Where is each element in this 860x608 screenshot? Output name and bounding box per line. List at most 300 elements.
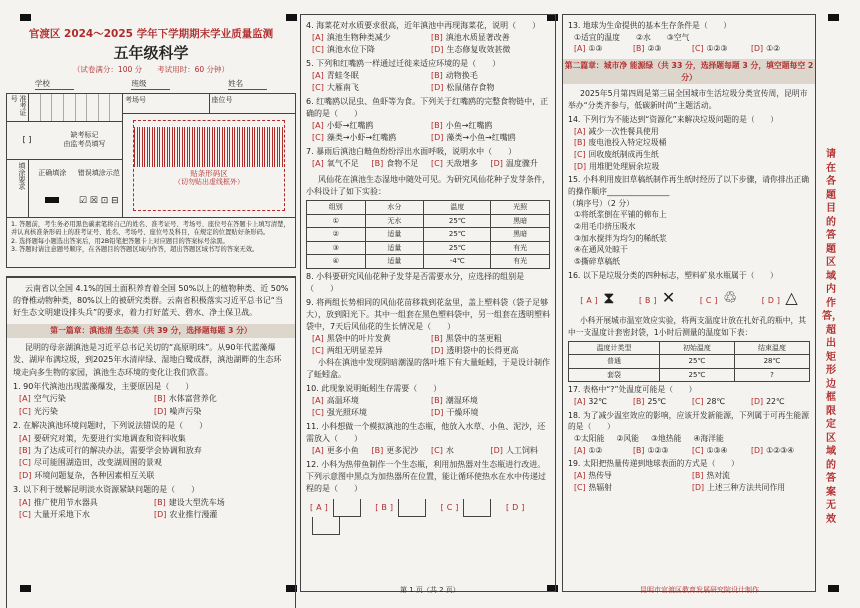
option-text: 干燥环境 bbox=[446, 407, 479, 417]
barcode-label: 贴条形码区 bbox=[190, 168, 228, 178]
option-d[interactable]: [D] 上述三种方法共同作用 bbox=[692, 482, 786, 492]
page-number: 第 1 页（共 2 页） bbox=[400, 586, 460, 594]
option-b[interactable]: [B] 更多泥沙 bbox=[371, 445, 419, 455]
option-a[interactable]: [ A ] bbox=[310, 503, 328, 512]
exam-number-boxes[interactable] bbox=[29, 94, 122, 121]
option-a[interactable]: [A] 氧气不足 bbox=[312, 159, 359, 168]
condition-item: ③空气 bbox=[666, 32, 690, 42]
option-b[interactable]: [B] 为了达成可行的解决办法，需要学会协调和放弃 bbox=[19, 446, 202, 455]
option-text: 更多小鱼 bbox=[326, 445, 359, 455]
options bbox=[306, 395, 550, 419]
option-b[interactable]: [B] 小鱼→红嘴鸥 bbox=[431, 121, 493, 130]
note-item: 3. 答题时请注意题号顺序，在各题目的答题区域内作答，超出答题区域书写的答案无效。 bbox=[11, 246, 259, 254]
barcode-area bbox=[133, 120, 285, 211]
hourglass-icon: ⧗ bbox=[603, 288, 615, 308]
option-a[interactable]: [A] 32℃ bbox=[574, 397, 608, 406]
table-cell: 黑暗 bbox=[491, 228, 550, 242]
seat-number-label: 座位号 bbox=[211, 95, 233, 104]
option-text: 小鱼→红嘴鸥 bbox=[445, 121, 493, 130]
options bbox=[306, 445, 550, 457]
side-warning: 请在各题目的答题区域内作答，超出矩形边框限定区域的答案无效 bbox=[822, 149, 842, 525]
question-15 bbox=[568, 174, 810, 268]
table-cell: 28℃ bbox=[734, 355, 809, 369]
table-row bbox=[307, 228, 550, 242]
question-2 bbox=[13, 420, 289, 482]
option-text: 水体富营养化 bbox=[168, 394, 217, 404]
option-d[interactable]: [D] ①② bbox=[751, 44, 781, 54]
option-text: 建设大型洗车场 bbox=[168, 497, 225, 507]
option-b[interactable]: [ B ] ✕ bbox=[638, 288, 676, 308]
question-12 bbox=[306, 459, 550, 535]
table-cell: ④ bbox=[307, 255, 366, 269]
table-row bbox=[307, 214, 550, 228]
step-item: ①将纸浆倒在平铺的棉布上 bbox=[574, 210, 667, 220]
option-c[interactable]: [C] ①②③ bbox=[692, 44, 728, 54]
option-text: 动物换毛 bbox=[445, 71, 478, 80]
option-a[interactable]: [A] 黑袋中的叶片发黄 bbox=[312, 333, 391, 343]
options bbox=[306, 70, 550, 94]
table-cell: ③ bbox=[307, 241, 366, 255]
footer-org: 昆明市官渡区教育发展研究院设计制作 bbox=[640, 586, 759, 594]
question-stem: 7. 暴雨后滇池白鲢鱼纷纷浮出水面呼吸，说明水中（ ） bbox=[306, 147, 517, 156]
question-stem: 16. 以下是垃圾分类的四种标志，塑料矿泉水瓶属于（ ） bbox=[568, 270, 778, 280]
option-text: 热传导 bbox=[588, 471, 612, 481]
option-b[interactable]: [B] 黑袋中的茎更粗 bbox=[431, 333, 502, 343]
table-cell: 适量 bbox=[365, 241, 424, 255]
option-text: 大雁南飞 bbox=[326, 83, 359, 92]
option-a[interactable]: [A] 更多小鱼 bbox=[312, 445, 359, 455]
question-stem: 13. 地球为生命提供的基本生存条件是（ ） bbox=[568, 21, 732, 30]
option-text: 松鼠储存食物 bbox=[446, 83, 495, 92]
table-row bbox=[569, 368, 810, 382]
option-text: ①②③ bbox=[647, 445, 669, 455]
table-cell: 有光 bbox=[491, 255, 550, 269]
option-text: ②③ bbox=[647, 44, 662, 54]
option-text: A bbox=[316, 503, 322, 512]
option-a[interactable]: [A] 要研究对策，先要进行实地调查和资料收集 bbox=[19, 433, 186, 443]
option-b[interactable]: [B] 水体富营养化 bbox=[154, 394, 217, 404]
option-text: A bbox=[586, 296, 592, 306]
step-item: ③加水搅拌为均匀的稀纸浆 bbox=[574, 233, 667, 243]
question-stem: 15. 小科利用废旧草稿纸制作再生纸时经历了以下步骤，请你排出正确的操作顺序________________ bbox=[568, 175, 809, 196]
option-text: 潮湿环境 bbox=[445, 395, 478, 405]
option-b[interactable]: [B] 滇池水质显著改善 bbox=[431, 33, 510, 42]
waste-symbols bbox=[568, 286, 810, 310]
table-cell: 有光 bbox=[491, 241, 550, 255]
option-text: ①② bbox=[588, 445, 603, 455]
option-c[interactable]: [C] 天敌增多 bbox=[431, 159, 478, 168]
question-stem: 19. 太阳把热量传递到地球表面的方式是（ ） bbox=[568, 459, 739, 469]
exam-info: （试卷满分：100 分 考试用时：60 分钟） bbox=[72, 64, 230, 74]
note-item: 2. 选择题每小题选出答案后，用2B铅笔把答题卡上对应题目的答案标号涂黑。 bbox=[11, 237, 229, 245]
question-stem: 11. 小科想做一个模拟滇池的生态瓶，他放入水草、小鱼、泥沙，还需放入（ ） bbox=[306, 421, 546, 443]
question-stem: 1. 90年代滇池出现蓝藻爆发，主要原因是（ ） bbox=[13, 382, 194, 392]
options bbox=[13, 497, 289, 522]
options bbox=[568, 470, 810, 493]
cross-arrows-icon: ✕ bbox=[661, 288, 676, 308]
option-b[interactable]: [B] ②③ bbox=[633, 44, 662, 54]
table-row bbox=[569, 355, 810, 369]
barcode-image bbox=[134, 127, 284, 167]
option-a[interactable]: [A] 高温环境 bbox=[312, 395, 359, 405]
table-cell: ② bbox=[307, 228, 366, 242]
table-cell: 适量 bbox=[365, 255, 424, 269]
wrong-fill-examples: ☑ ☒ ⊡ ⊟ bbox=[78, 196, 119, 207]
table-header-row bbox=[569, 341, 810, 355]
fill-rule-label: 填涂要求 bbox=[7, 160, 29, 217]
energy-item: ④海洋能 bbox=[693, 434, 724, 444]
absent-mark-note: 由监考员填写 bbox=[63, 140, 106, 149]
temperature-table bbox=[568, 341, 810, 383]
correct-fill-label: 正确填涂 bbox=[38, 168, 67, 177]
option-text: C bbox=[446, 503, 453, 512]
option-text: 25℃ bbox=[647, 397, 667, 406]
exam-notes bbox=[6, 218, 296, 268]
option-a[interactable]: [A] 空气污染 bbox=[19, 394, 66, 404]
table-header: 温度 bbox=[424, 201, 491, 215]
options bbox=[306, 333, 550, 357]
option-text: B bbox=[645, 296, 651, 306]
table-cell: 适量 bbox=[365, 228, 424, 242]
question-stem: 4. 海菜花对水质要求很高，近年滇池中再现海菜花，说明（ ） bbox=[306, 21, 541, 30]
option-c[interactable]: [C] 大量开采地下水 bbox=[19, 509, 90, 519]
option-text: 废电池投入特定垃圾桶 bbox=[588, 138, 667, 148]
greenhouse-text: 小科开展城市温室效应实验，将两支温度计放在扎好孔的瓶中，其中一支温度计套密封袋，1小时后测量的温度如下表： bbox=[568, 316, 807, 338]
room-number-label: 考场号 bbox=[123, 94, 210, 113]
option-c[interactable]: [C] 光污染 bbox=[19, 406, 58, 416]
triangle-recycle-icon: △ bbox=[785, 288, 798, 308]
school-field[interactable]: 学校 bbox=[35, 79, 74, 89]
option-c[interactable]: [ C ] bbox=[440, 503, 459, 512]
section-2-header: 第二篇章：城市净 能源绿（共 33 分，选择题每题 3 分，填空题每空 2 分） bbox=[563, 59, 815, 84]
question-stem: 17. 表格中“?”处温度可能是（ ） bbox=[568, 385, 697, 395]
option-text: B bbox=[381, 503, 387, 512]
option-d[interactable]: [D] 用堆肥处理厨余垃圾 bbox=[574, 161, 660, 171]
option-text: 滇池水质显著改善 bbox=[445, 33, 510, 42]
question-stem: 14. 下列行为不能达到“资源化”来解决垃圾问题的是（ ） bbox=[568, 114, 779, 124]
option-c[interactable]: [C] 热辐射 bbox=[574, 482, 612, 492]
option-text: 氧气不足 bbox=[326, 159, 359, 168]
option-text: 尽可能围湖造田，改变湖周围的景观 bbox=[33, 458, 162, 468]
option-text: 为了达成可行的解决办法，需要学会协调和放弃 bbox=[33, 446, 202, 455]
table-header: 初始温度 bbox=[659, 341, 734, 355]
option-b[interactable]: [B] 25℃ bbox=[633, 397, 667, 406]
option-a[interactable]: [A] 热传导 bbox=[574, 471, 612, 481]
question-3 bbox=[13, 484, 289, 521]
tank-diagram-d bbox=[312, 517, 340, 535]
option-text: 生态修复收效甚微 bbox=[446, 45, 511, 54]
option-text: ①③ bbox=[588, 44, 603, 54]
option-b[interactable]: [B] 热对流 bbox=[692, 471, 730, 481]
question-18 bbox=[568, 410, 810, 457]
class-field[interactable]: 班级 bbox=[131, 79, 170, 89]
absent-mark-label: 缺考标记 bbox=[70, 131, 99, 140]
question-stem: 10. 此现象说明蚯蚓生存需要（ ） bbox=[306, 383, 442, 393]
question-stem: 2. 在解决滇池环境问题时，下列说法错误的是（ ） bbox=[13, 421, 208, 431]
question-stem: 3. 以下利于缓解昆明淡水资源紧缺问题的是（ ） bbox=[13, 485, 200, 495]
name-field[interactable]: 姓名 bbox=[228, 79, 267, 89]
option-text: 天敌增多 bbox=[445, 159, 478, 168]
option-c[interactable]: [C] 28℃ bbox=[692, 397, 726, 406]
step-item: ⑤撕碎草稿纸 bbox=[574, 257, 620, 267]
option-text: 人工饲料 bbox=[505, 445, 538, 455]
question-16 bbox=[568, 270, 810, 311]
option-text: 大量开采地下水 bbox=[33, 509, 90, 519]
option-d[interactable]: [D] 环境问题复杂，各种因素相互关联 bbox=[19, 470, 155, 480]
table-cell: 黑暗 bbox=[491, 214, 550, 228]
exam-number-label: 准考证号 bbox=[7, 94, 29, 121]
heater-diagram-options bbox=[306, 499, 550, 535]
option-text: 22℃ bbox=[766, 397, 785, 406]
intro-paragraph: 云南省以全国 4.1%的国土面积养育着全国 50%以上的植物种类、近 50%的脊椎动物种类，80%以上的被研究类群。云南省积极落实习近平总书记“当好生态文明建设排头兵”的要求，着力打好蓝天、碧水、净土保卫战。 bbox=[13, 283, 289, 318]
option-a[interactable]: [A] 青蛙冬眠 bbox=[312, 71, 359, 80]
option-d[interactable]: [D] 干燥环境 bbox=[431, 407, 479, 417]
option-c[interactable]: [C] 水 bbox=[431, 445, 454, 455]
option-text: 食物不足 bbox=[386, 159, 419, 168]
card-left bbox=[7, 94, 123, 217]
question-hint: （填序号）（2 分） bbox=[568, 198, 634, 208]
option-a[interactable]: [A] ①② bbox=[574, 445, 603, 455]
question-14 bbox=[568, 114, 810, 172]
tank-diagram-b bbox=[398, 499, 426, 517]
options bbox=[568, 445, 810, 457]
option-c[interactable]: [C] 强光照环境 bbox=[312, 407, 367, 417]
table-cell: 25℃ bbox=[424, 228, 491, 242]
options bbox=[306, 120, 550, 144]
option-b[interactable]: [ B ] bbox=[375, 503, 394, 512]
option-text: 高温环境 bbox=[326, 395, 359, 405]
option-c[interactable]: [C] 回收废纸制成再生纸 bbox=[574, 149, 659, 159]
section-1-header: 第一篇章：滇池清 生态美（共 39 分，选择题每题 3 分） bbox=[7, 324, 295, 338]
column-1 bbox=[6, 14, 296, 608]
table-row bbox=[307, 241, 550, 255]
option-text: 28℃ bbox=[706, 397, 726, 406]
option-text: 要研究对策，先要进行实地调查和资料收集 bbox=[33, 433, 186, 443]
option-a[interactable]: [A] ①③ bbox=[574, 44, 603, 54]
experiment-text: 风仙花在滇池生态湿地中随处可见。为研究风仙花种子发芽条件，小科设计了如下实验： bbox=[306, 175, 550, 196]
option-d[interactable]: [D] 22℃ bbox=[751, 397, 785, 406]
question-area-1 bbox=[6, 276, 296, 608]
option-d[interactable]: [D] 噪声污染 bbox=[154, 406, 202, 416]
energy-item: ③地热能 bbox=[650, 434, 682, 444]
question-stem: 6. 红嘴鸥以昆虫、鱼虾等为食。下列关于红嘴鸥的完整食物链中，正确的是（ ） bbox=[306, 97, 549, 118]
options bbox=[13, 393, 289, 418]
table-cell: 25℃ bbox=[424, 241, 491, 255]
option-text: 热对流 bbox=[706, 471, 730, 481]
option-text: 小虾→红嘴鸥 bbox=[326, 121, 374, 130]
option-c[interactable]: [C] 藻类→小虾→红嘴鸥 bbox=[312, 133, 397, 142]
table-cell: ? bbox=[734, 368, 809, 382]
condition-item: ①适宜的温度 bbox=[574, 32, 620, 42]
option-text: 推广使用节水器具 bbox=[33, 497, 98, 507]
option-d[interactable]: [D] 人工饲料 bbox=[490, 445, 538, 455]
section-1-text: 昆明的母亲湖滇池是习近平总书记关切的“高原明珠”。从90年代蓝藻爆发、湖岸布满垃圾，到2025年水清岸绿、湿地白鹭成群，滇池湖畔的生态环境走向多生物的家园，滇池生态环境的变化让我们欣喜。 bbox=[13, 342, 282, 377]
option-text: 透明袋中的长得更高 bbox=[446, 345, 519, 355]
table-cell: -4℃ bbox=[424, 255, 491, 269]
option-text: 空气污染 bbox=[33, 394, 66, 404]
option-text: 两组无明显差异 bbox=[326, 345, 383, 355]
option-c[interactable]: [ C ] ♲ bbox=[699, 288, 738, 308]
option-text: 光污染 bbox=[33, 406, 58, 416]
table-cell: 25℃ bbox=[424, 214, 491, 228]
option-d[interactable]: [D] 温度骤升 bbox=[490, 159, 538, 168]
option-b[interactable]: [B] 食物不足 bbox=[371, 159, 419, 168]
table-cell: 套袋 bbox=[569, 368, 660, 382]
option-d[interactable]: [D] 透明袋中的长得更高 bbox=[431, 345, 519, 355]
option-b[interactable]: [B] 废电池投入特定垃圾桶 bbox=[574, 138, 667, 148]
option-a[interactable]: [A] 推广使用节水器具 bbox=[19, 497, 98, 507]
options bbox=[306, 158, 550, 170]
option-text: 藻类→小虾→红嘴鸥 bbox=[326, 133, 397, 142]
table-header: 组别 bbox=[307, 201, 366, 215]
option-a[interactable]: [ A ] ⧗ bbox=[580, 288, 615, 308]
option-b[interactable]: [B] 潮湿环境 bbox=[431, 395, 478, 405]
section-2-text: 2025年5月第四周是第三届全国城市生活垃圾分类宣传周，昆明市举办“分类齐参与，低碳新时尚”主题活动。 bbox=[568, 89, 808, 111]
card-right bbox=[123, 94, 295, 217]
option-text: 温度骤升 bbox=[505, 159, 538, 168]
option-text: 热辐射 bbox=[588, 482, 612, 492]
table-cell: 普通 bbox=[569, 355, 660, 369]
energy-item: ②风能 bbox=[616, 434, 639, 444]
question-9 bbox=[306, 297, 550, 357]
option-c[interactable]: [C] ①③④ bbox=[692, 445, 728, 455]
question-area-2 bbox=[300, 14, 556, 592]
option-d[interactable]: [D] 松鼠储存食物 bbox=[431, 83, 495, 92]
option-text: 青蛙冬眠 bbox=[326, 71, 359, 80]
option-a[interactable]: [A] 减少一次性餐具使用 bbox=[574, 126, 659, 136]
question-stem: 18. 为了减少温室效应的影响，应该开发新能源，下列属于可再生能源的是（ ） bbox=[568, 410, 809, 432]
option-text: 回收废纸制成再生纸 bbox=[588, 149, 659, 159]
condition-item: ②水 bbox=[635, 32, 651, 42]
question-13 bbox=[568, 20, 810, 55]
option-d[interactable]: [D] 生态修复收效甚微 bbox=[431, 45, 511, 54]
option-text: D bbox=[767, 296, 774, 306]
option-d[interactable]: [D] ①②③④ bbox=[751, 445, 795, 455]
table-header-row bbox=[307, 201, 550, 215]
option-text: 强光照环境 bbox=[326, 407, 367, 417]
question-5 bbox=[306, 58, 550, 94]
table-cell: 25℃ bbox=[659, 368, 734, 382]
note-item: 1. 答题前，考生务必用黑色碳素笔将自己的姓名、准考证号、考场号、座位号在答题卡上填写清楚，并认真核准条形码上的准考证号、姓名、考场号、座位号及科目，在规定的位置贴好条形码。 bbox=[11, 220, 290, 237]
student-info-row bbox=[6, 79, 296, 89]
table-header: 光照 bbox=[491, 201, 550, 215]
option-c[interactable]: [C] 大雁南飞 bbox=[312, 83, 359, 92]
option-d[interactable]: [ D ] bbox=[505, 503, 525, 512]
option-a[interactable]: [A] 小虾→红嘴鸥 bbox=[312, 121, 374, 130]
table-header: 温度计类型 bbox=[569, 341, 660, 355]
option-text: 农业推行漫灌 bbox=[169, 509, 218, 519]
tank-diagram-a bbox=[333, 499, 361, 517]
options bbox=[306, 32, 550, 56]
tank-diagram-c bbox=[463, 499, 491, 517]
step-item: ④在通风处晾干 bbox=[574, 245, 628, 255]
registration-mark bbox=[828, 14, 839, 21]
option-b[interactable]: [B] 建设大型洗车场 bbox=[154, 497, 225, 507]
question-stem: 9. 将两组长势相同的风仙花苗移栽到花盆里，盖上塑料袋（袋子足够大），放到阳光下。其中一组套在黑色塑料袋中，另一组套在透明塑料袋中，7天后风仙花的生长情况是（ ） bbox=[306, 297, 550, 331]
exam-title: 官渡区 2024～2025 学年下学期期末学业质量监测 bbox=[28, 28, 274, 40]
option-text: 噪声污染 bbox=[169, 406, 202, 416]
option-d[interactable]: [D] 藻类→小鱼→红嘴鸥 bbox=[431, 133, 516, 142]
option-text: 藻类→小鱼→红嘴鸥 bbox=[446, 133, 516, 142]
question-10 bbox=[306, 383, 550, 419]
option-text: ①②③④ bbox=[766, 445, 795, 455]
option-text: 滇池生物种类减少 bbox=[326, 33, 391, 42]
option-text: 环境问题复杂，各种因素相互关联 bbox=[34, 470, 155, 480]
option-c[interactable]: [C] 两组无明显差异 bbox=[312, 345, 383, 355]
option-a[interactable]: [A] 滇池生物种类减少 bbox=[312, 33, 391, 42]
option-text: 黑袋中的茎更粗 bbox=[445, 333, 502, 343]
correct-fill-example bbox=[45, 197, 59, 203]
step-item: ②用毛巾挤压吸水 bbox=[574, 222, 636, 231]
table-cell: 无水 bbox=[365, 214, 424, 228]
options bbox=[568, 396, 810, 408]
column-3 bbox=[562, 14, 816, 592]
option-text: 32℃ bbox=[588, 397, 608, 406]
option-text: 更多泥沙 bbox=[386, 445, 419, 455]
question-1 bbox=[13, 381, 289, 418]
question-stem: 8. 小科要研究风仙花种子发芽是否需要水分，应选择的组别是（ ） bbox=[306, 271, 525, 293]
table-row bbox=[307, 255, 550, 269]
absent-bracket[interactable]: [ ] bbox=[22, 135, 32, 145]
option-c[interactable]: [C] 滇池水位下降 bbox=[312, 45, 375, 54]
column-2 bbox=[300, 14, 556, 592]
question-6 bbox=[306, 96, 550, 144]
barcode-note: （切勿贴出虚线框外） bbox=[174, 178, 244, 186]
option-c[interactable]: [C] 尽可能围湖造田，改变湖周围的景观 bbox=[19, 458, 162, 468]
question-stem: 12. 小科为热带鱼制作一个生态瓶，利用加热器对生态瓶进行改进。下列示意图中黑点为加热器所在位置，能让循环使热水在水中传递过程的是（ ） bbox=[306, 459, 546, 493]
option-text: ①③④ bbox=[706, 445, 728, 455]
question-11 bbox=[306, 421, 550, 457]
option-text: 用堆肥处理厨余垃圾 bbox=[589, 161, 660, 171]
condition-list bbox=[568, 32, 810, 44]
question-stem: 5. 下列和红嘴鸥一样通过迁徙来适应环境的是（ ） bbox=[306, 59, 501, 68]
table-cell: ① bbox=[307, 214, 366, 228]
option-b[interactable]: [B] ①②③ bbox=[633, 445, 669, 455]
question-19 bbox=[568, 458, 810, 493]
option-b[interactable]: [B] 动物换毛 bbox=[431, 71, 478, 80]
question-4 bbox=[306, 20, 550, 56]
option-text: 水 bbox=[445, 445, 454, 455]
option-text: 减少一次性餐具使用 bbox=[588, 126, 659, 136]
question-area-3 bbox=[562, 14, 816, 592]
energy-item: ①太阳能 bbox=[574, 434, 605, 444]
option-d[interactable]: [ D ] △ bbox=[761, 288, 798, 308]
subject-title: 五年级科学 bbox=[113, 44, 189, 63]
option-d[interactable]: [D] 农业推行漫灌 bbox=[154, 509, 218, 519]
table-header: 结束温度 bbox=[734, 341, 809, 355]
option-text: D bbox=[512, 503, 519, 512]
registration-mark bbox=[828, 585, 839, 592]
options bbox=[568, 43, 810, 55]
option-text: 滇池水位下降 bbox=[326, 45, 375, 54]
table-cell: 25℃ bbox=[659, 355, 734, 369]
option-text: ①② bbox=[766, 44, 781, 54]
option-text: ①②③ bbox=[706, 44, 728, 54]
earthworm-text: 小科在滇池中发现阴暗潮湿的落叶堆下有大量蚯蚓，于是设计制作了蚯蚓盒。 bbox=[306, 357, 550, 379]
answer-card-header bbox=[6, 93, 296, 218]
energy-list bbox=[568, 433, 810, 445]
option-text: C bbox=[705, 296, 712, 306]
experiment-table bbox=[306, 200, 550, 269]
recycle-icon: ♲ bbox=[722, 288, 738, 308]
table-header: 水分 bbox=[365, 201, 424, 215]
question-17 bbox=[568, 384, 810, 407]
option-text: 黑袋中的叶片发黄 bbox=[326, 333, 391, 343]
option-text: 上述三种方法共同作用 bbox=[707, 482, 786, 492]
question-7 bbox=[306, 146, 550, 170]
wrong-fill-label: 错误填涂示范 bbox=[77, 168, 120, 177]
question-8 bbox=[306, 271, 550, 295]
